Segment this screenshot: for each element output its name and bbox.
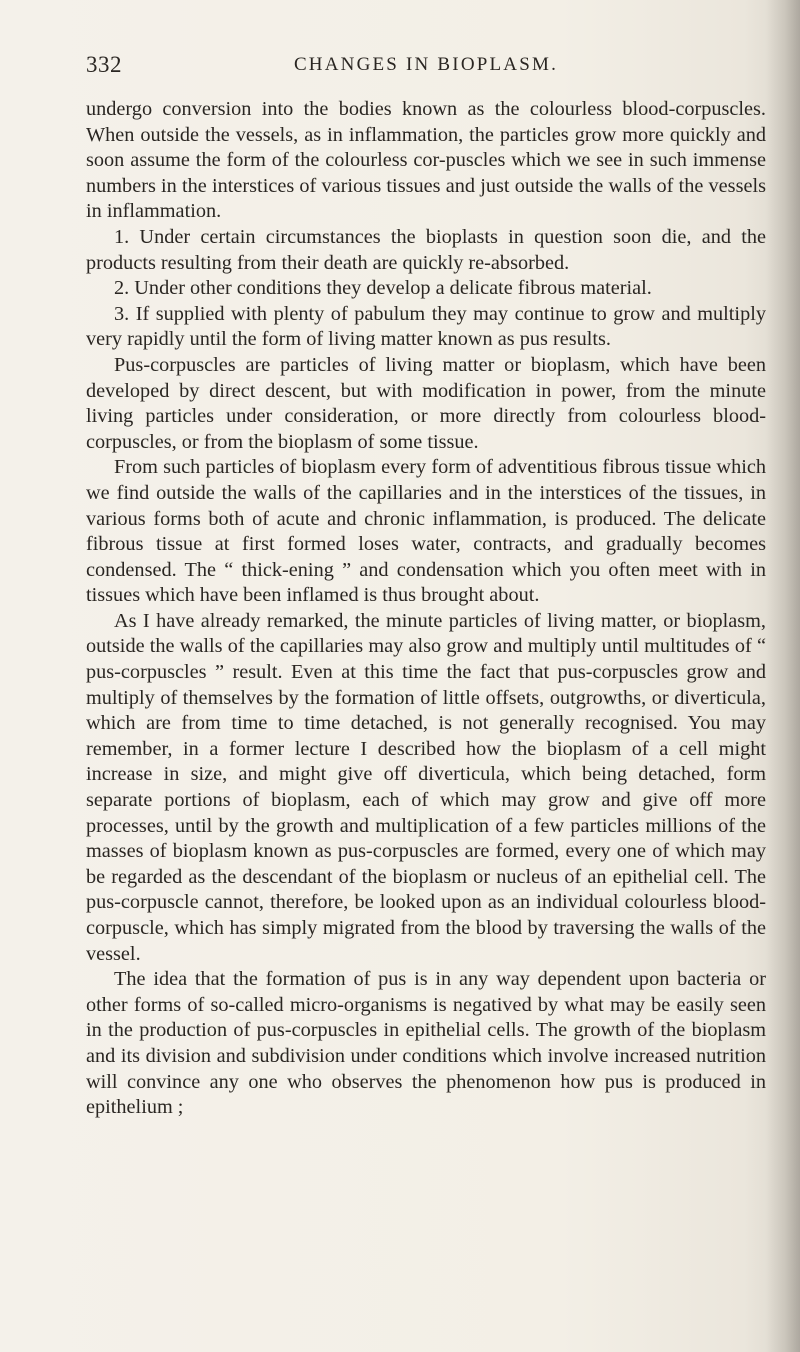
paragraph-multiplication: As I have already remarked, the minute particles of living matter, or bioplasm, outside the walls of the capillaries may also grow and multiply until multitudes of “ pus-corpuscles ” result. Even at this time the fact that pus-corpuscles grow and multiply of themselves by the formation of little offsets, outgrowths, or diverticula, which are from time to time detached, is not generally recognised. You may remember, in a former lecture I described how the bioplasm of a cell might increase in size, and might give off diverticula, which being detached, form separate portions of bioplasm, each of which may grow and give off more processes, until by the growth and multiplication of a few particles millions of the masses of bioplasm known as pus-corpuscles are formed, every one of which may be regarded as the descendant of the bioplasm or nucleus of an epithelial cell. The pus-corpuscle cannot, therefore, be looked upon as an individual colourless blood-corpuscle, which has simply migrated from the blood by traversing the walls of the vessel. bbox=[86, 609, 766, 965]
paragraph-item-3: 3. If supplied with plenty of pabulum they may continue to grow and multiply very rapidly until the form of living matter known as pus results. bbox=[86, 302, 766, 351]
body-text bbox=[86, 97, 766, 1121]
page-header bbox=[86, 52, 766, 82]
paragraph-pus-corpuscles: Pus-corpuscles are particles of living matter or bioplasm, which have been developed by direct descent, but with modification in power, from the minute living particles under consideration, or more directly from colourless blood-corpuscles, or from the bioplasm of some tissue. bbox=[86, 353, 766, 453]
page-edge-shadow bbox=[766, 0, 800, 1352]
page-number: 332 bbox=[86, 52, 122, 77]
paragraph-continuation: undergo conversion into the bodies known as the colourless blood-corpuscles. When outside the vessels, as in inflammation, the particles grow more quickly and soon assume the form of the colourless cor-puscles which we see in such immense numbers in the interstices of various tissues and just outside the walls of the vessels in inflammation. bbox=[86, 98, 766, 223]
paragraph-bacteria: The idea that the formation of pus is in any way dependent upon bacteria or other forms of so-called micro-organisms is negatived by what may be easily seen in the production of pus-corpuscles in epithelial cells. The growth of the bioplasm and its division and subdivision under conditions which involve increased nutrition will convince any one who observes the phenomenon how pus is produced in epithelium ; bbox=[86, 968, 766, 1119]
paragraph-item-1: 1. Under certain circumstances the bioplasts in question soon die, and the products resulting from their death are quickly re-absorbed. bbox=[86, 225, 766, 274]
paragraph-fibrous-tissue: From such particles of bioplasm every form of adventitious fibrous tissue which we find outside the walls of the capillaries and in the interstices of the tissues, in various forms both of acute and chronic inflammation, is produced. The delicate fibrous tissue at first formed loses water, contracts, and gradually becomes condensed. The “ thick-ening ” and condensation which you often meet with in tissues which have been inflamed is thus brought about. bbox=[86, 456, 766, 607]
running-head: CHANGES IN BIOPLASM. bbox=[293, 54, 559, 75]
paragraph-item-2: 2. Under other conditions they develop a delicate fibrous material. bbox=[114, 277, 652, 300]
